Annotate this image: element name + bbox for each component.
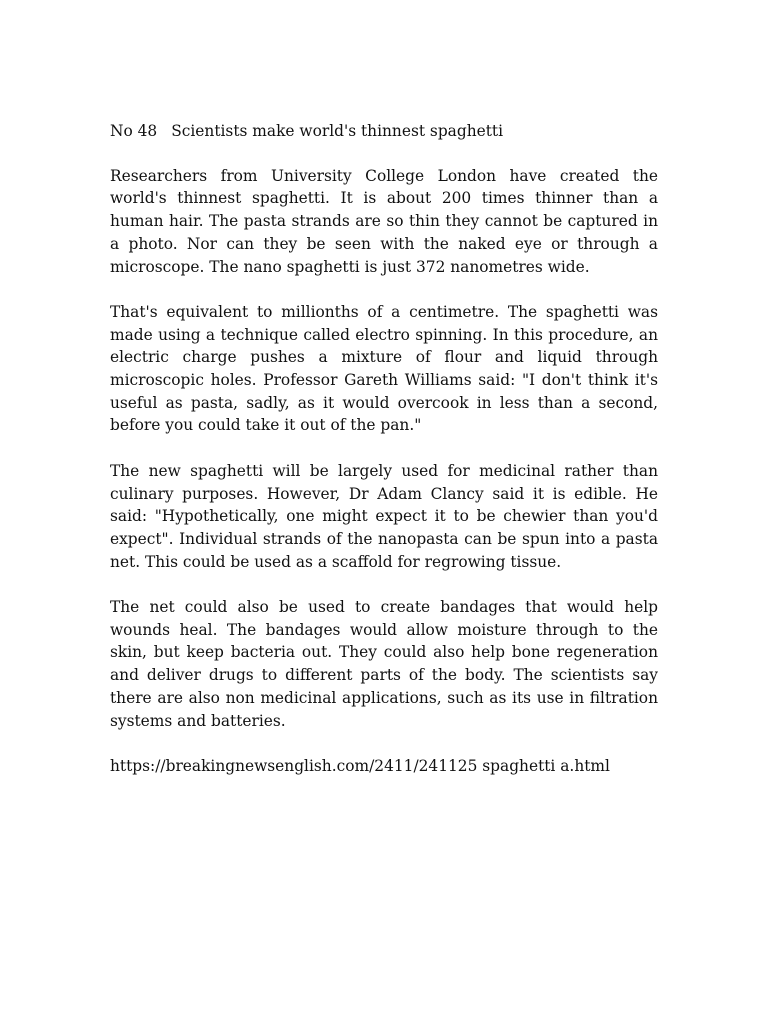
paragraph-2: That's equivalent to millionths of a centimetre. The spaghetti was made using a technique called electro spinning. In this procedure, an electric charge pushes a mixture of flour and liquid through microscopic holes. Professor Gareth Williams said: "I don't think it's useful as pasta, sadly, as it would overcook in less than a second, before you could take it out of the pan.": [110, 302, 658, 435]
document-page: [110, 120, 658, 778]
article-number: No 48: [110, 122, 158, 140]
article-heading: [110, 120, 658, 143]
paragraph-3: The new spaghetti will be largely used for medicinal rather than culinary purposes. However, Dr Adam Clancy said it is edible. He said: "Hypothetically, one might expect it to be chewier than you'd expect". Individual strands of the nanopasta can be spun into a pasta net. This could be used as a scaffold for regrowing tissue.: [110, 461, 658, 571]
article-title: Scientists make world's thinnest spaghetti: [171, 122, 504, 140]
paragraph-4: The net could also be used to create bandages that would help wounds heal. The bandages would allow moisture through to the skin, but keep bacteria out. They could also help bone regeneration and deliver drugs to different parts of the body. The scientists say there are also non medicinal applications, such as its use in filtration systems and batteries.: [110, 598, 658, 730]
paragraph-1: Researchers from University College London have created the world's thinnest spaghetti. It is about 200 times thinner than a human hair. The pasta strands are so thin they cannot be captured in a photo. Nor can they be seen with the naked eye or through a microscope. The nano spaghetti is just 372 nanometres wide.: [110, 166, 658, 276]
source-url: https://breakingnewsenglish.com/2411/241125 spaghetti a.html: [110, 756, 610, 775]
